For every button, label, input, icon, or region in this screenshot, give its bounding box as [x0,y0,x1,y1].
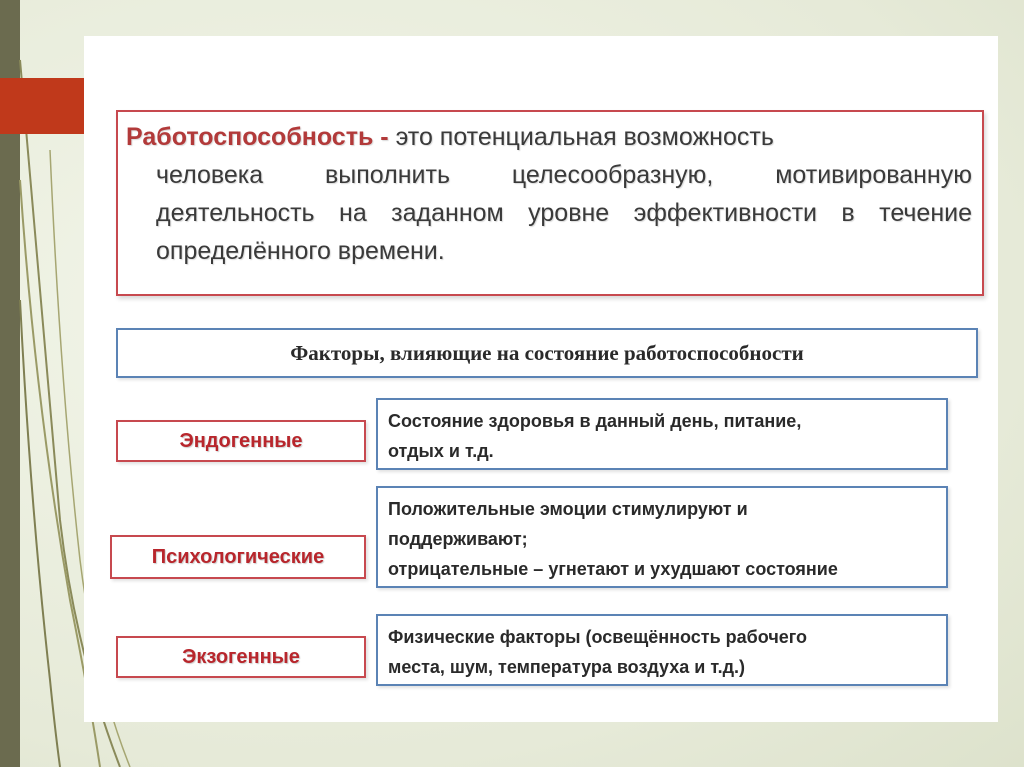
description-box-endogenous [376,398,948,470]
description-line: места, шум, температура воздуха и т.д.) [388,657,746,677]
category-label: Экзогенные [182,645,300,668]
definition-dash: - [380,123,389,151]
red-accent-tab [0,78,84,134]
category-box-endogenous [116,420,366,462]
description-line: Физические факторы (освещённость рабочего [388,627,808,647]
category-label: Эндогенные [179,429,303,452]
description-line: отдых и т.д. [388,441,494,461]
definition-rest: человека выполнить целесообразную, мотивированную деятельность на заданном уровне эффективности в течение определённого времени. [156,161,972,265]
definition-text [126,118,972,270]
category-box-exogenous [116,636,366,678]
description-line: Состояние здоровья в данный день, питание, [388,411,802,431]
description-line: отрицательные – угнетают и ухудшают состояние [388,559,838,579]
description-box-exogenous [376,614,948,686]
category-label: Психологические [151,545,325,568]
definition-term: Работоспособность [126,123,374,151]
description-box-psychological [376,486,948,588]
description-line: Положительные эмоции стимулируют и [388,499,748,519]
factors-title-box [116,328,978,378]
factors-title: Факторы, влияющие на состояние работоспособности [290,340,804,365]
category-box-psychological [110,535,366,579]
description-line: поддерживают; [388,529,528,549]
definition-line1: это потенциальная возможность [395,123,774,151]
